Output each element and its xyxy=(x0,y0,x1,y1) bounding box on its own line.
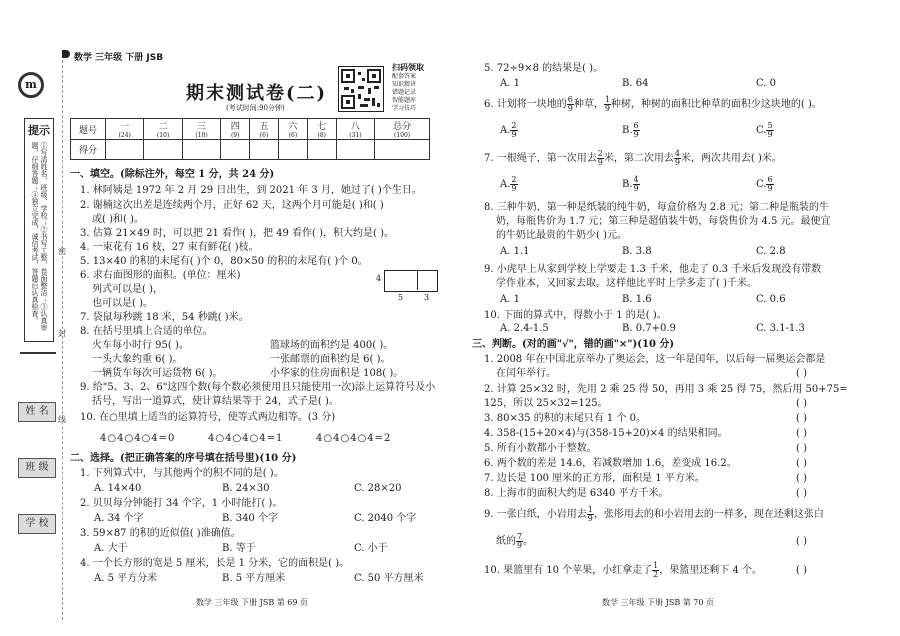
option: C. 2.8 xyxy=(756,246,786,257)
school-label: 学 校 xyxy=(18,514,56,534)
score-col-name: 六 xyxy=(288,122,298,132)
denominator: 9 xyxy=(511,184,517,193)
question-text: 纸的 xyxy=(496,536,516,547)
qr-item: 错题记录 xyxy=(392,89,417,96)
section-1-title: 一、填空。(除标注外，每空 1 分，共 24 分) xyxy=(70,169,275,180)
score-cell[interactable] xyxy=(250,140,279,160)
question-text: 。 xyxy=(523,536,534,547)
option xyxy=(756,176,774,193)
score-cell[interactable] xyxy=(278,140,307,160)
score-col-points: (6) xyxy=(259,132,269,139)
option: A. 2.4-1.5 xyxy=(500,323,549,334)
numerator: 1 xyxy=(653,561,659,570)
score-cell[interactable] xyxy=(307,140,336,160)
option: C. 0 xyxy=(756,78,777,89)
numerator: 2 xyxy=(511,175,517,184)
question-cont: 的牛奶比最贵的牛奶少( )元。 xyxy=(496,230,627,241)
fraction xyxy=(674,150,681,167)
numerator: 2 xyxy=(511,121,517,130)
question: 4. 一个长方形的宽是 5 厘米，长是 1 分米，它的面积是( )。 xyxy=(80,558,350,569)
score-cell[interactable] xyxy=(375,140,430,160)
question: 9. 小虎早上从家到学校上学要走 1.3 千米，他走了 0.3 千米后发现没有带数 xyxy=(484,264,822,275)
score-col-name: 二 xyxy=(158,122,168,132)
answer-paren[interactable]: ( ) xyxy=(796,473,807,484)
question-text: 米，两次共用去( )米。 xyxy=(680,153,782,164)
score-col-7 xyxy=(307,119,336,140)
question-item: 一头大象约重 6( )。 xyxy=(92,354,183,365)
qr-items xyxy=(392,73,416,113)
option: A. 34 个字 xyxy=(94,513,144,524)
fold-line xyxy=(62,60,63,620)
denominator: 9 xyxy=(633,130,639,139)
question-text: ，果篮里还剩下 4 个。 xyxy=(659,565,762,576)
denominator: 2 xyxy=(653,570,659,579)
question xyxy=(484,150,782,167)
score-col-1 xyxy=(106,119,144,140)
logo-icon: m xyxy=(18,72,44,98)
score-col-6 xyxy=(278,119,307,140)
option-label: A. xyxy=(500,125,511,136)
option-label: B. xyxy=(622,125,633,136)
question-cont: 或( )和( )。 xyxy=(92,214,144,225)
page-title: 期末测试卷(二) xyxy=(186,83,328,104)
answer-paren[interactable]: ( ) xyxy=(796,458,807,469)
score-cell[interactable] xyxy=(182,140,220,160)
equation: 4○4○4○4=1 xyxy=(208,433,284,444)
option xyxy=(500,122,518,139)
question: 2. 计算 25×32 时，先用 2 乘 25 得 50，再用 3 乘 25 得 75，然后用 50+75= xyxy=(484,384,848,395)
tip-title: 提示 xyxy=(28,124,50,137)
question: 3. 估算 21×49 时，可以把 21 看作( )，把 49 看作( )，积大约是( )。 xyxy=(80,228,395,239)
question: 5. 72÷9×8 的结果是( )。 xyxy=(484,63,604,74)
question: 8. 三种牛奶，第一种是纸装的纯牛奶，每盒价格为 2.8 元；第二种是瓶装的牛 xyxy=(484,202,829,213)
question-cont: 也可以是( )。 xyxy=(92,298,153,309)
question: 10. 在○里填上适当的运算符号，使等式两边相等。(3 分) xyxy=(80,412,336,423)
fraction xyxy=(510,176,517,193)
option: B. 3.8 xyxy=(622,246,652,257)
question-item: 一张邮票的面积约是 6( )。 xyxy=(270,354,391,365)
question: 8. 上海市的面积大约是 6340 平方千米。 xyxy=(484,488,669,499)
question-cont: 在闰年举行。 xyxy=(496,368,556,379)
option: A. 1.1 xyxy=(500,246,530,257)
denominator: 9 xyxy=(604,104,610,113)
numerator: 4 xyxy=(674,149,680,158)
question: 1. 2008 年在中国北京举办了奥运会，这一年是闰年，以后每一届奥运会都是 xyxy=(484,354,826,365)
score-col-name: 三 xyxy=(197,122,207,132)
option: C. 0.6 xyxy=(756,294,786,305)
option xyxy=(756,122,774,139)
question-item: 一辆货车每次可运货物 6( )。 xyxy=(92,368,223,379)
denominator: 9 xyxy=(567,104,573,113)
question: 10. 下面的算式中，得数小于 1 的是( )。 xyxy=(484,310,667,321)
answer-paren[interactable]: ( ) xyxy=(796,565,807,576)
question-cont: 学作业本，又回家去取。这样他比平时上学多走了( )千米。 xyxy=(496,278,757,289)
answer-paren[interactable]: ( ) xyxy=(796,443,807,454)
question-text: 米，第二次用去 xyxy=(603,153,674,164)
option-label: C. xyxy=(756,179,767,190)
scroll-bar-decoration xyxy=(20,352,56,354)
qr-item: 智能题库 xyxy=(392,97,417,104)
class-label: 班 级 xyxy=(18,458,56,478)
denominator: 9 xyxy=(511,130,517,139)
score-col-8 xyxy=(336,119,374,140)
numerator: 2 xyxy=(597,149,603,158)
figure-rect xyxy=(384,270,438,292)
equation: 4○4○4○4=2 xyxy=(316,433,392,444)
question: 3. 80×35 的积的末尾只有 1 个 0。 xyxy=(484,413,646,424)
score-cell[interactable] xyxy=(336,140,374,160)
answer-paren[interactable]: ( ) xyxy=(796,398,807,409)
qr-item: 学习技巧 xyxy=(392,105,417,112)
denominator: 9 xyxy=(633,184,639,193)
option: A. 大于 xyxy=(94,543,128,554)
question: 6. 求右面图形的面积。(单位：厘米) xyxy=(80,270,241,281)
option: C. 50 平方厘米 xyxy=(354,573,424,584)
score-col-4 xyxy=(221,119,250,140)
score-col-3 xyxy=(182,119,220,140)
numerator: 6 xyxy=(567,95,573,104)
score-col-points: (9) xyxy=(230,132,240,139)
option: C. 小于 xyxy=(354,543,388,554)
question-cont: 奶，每瓶售价为 1.7 元；第三种是超值装牛奶，每袋售价为 4.5 元。最便宜 xyxy=(496,216,831,227)
qr-code-icon xyxy=(338,66,384,112)
page-footer-right: 数学 三年级 下册 JSB 第 70 页 xyxy=(602,598,715,607)
numerator: 6 xyxy=(633,121,639,130)
fold-label-3: 线 xyxy=(58,415,66,424)
denominator: 9 xyxy=(597,158,603,167)
numerator: 7 xyxy=(517,532,523,541)
option: A. 14×40 xyxy=(94,483,142,494)
question: 5. 13×40 的积的末尾有( )个 0，80×50 的积的末尾有( )个 0。 xyxy=(80,256,368,267)
question-item: 篮球场的面积约是 400( )。 xyxy=(270,340,394,351)
option: B. 1.6 xyxy=(622,294,652,305)
question-text: 10. 果篮里有 10 个苹果，小红拿走了 xyxy=(484,565,653,576)
score-col-points: (10) xyxy=(195,132,208,139)
qr-item: 知识精讲 xyxy=(392,81,417,88)
header-tag: 数学 三年级 下册 JSB xyxy=(74,53,164,63)
score-col-points: (8) xyxy=(317,132,327,139)
fold-label-2: 封 xyxy=(58,329,66,338)
question-cont: 括号，写出一道算式，使计算结果等于 24，式子是( )。 xyxy=(92,396,339,407)
question: 8. 在括号里填上合适的单位。 xyxy=(80,326,213,337)
question-item: 小华家的住房面积是 108( )。 xyxy=(270,368,404,379)
score-col-name: 一 xyxy=(120,122,130,132)
section-2-title: 二、选择。(把正确答案的序号填在括号里)(10 分) xyxy=(70,453,297,464)
denominator: 9 xyxy=(767,184,773,193)
question-cont: 列式可以是( )， xyxy=(92,284,163,295)
fold-label-1: 密 xyxy=(58,247,66,256)
score-col-points: (31) xyxy=(349,132,362,139)
fraction xyxy=(597,150,604,167)
question-cont xyxy=(496,533,533,550)
numerator: 6 xyxy=(767,175,773,184)
tip-box xyxy=(24,118,54,342)
question: 6. 两个数的差是 14.6，若减数增加 1.6，差变成 16.2。 xyxy=(484,458,737,469)
question xyxy=(484,506,824,523)
numerator: 1 xyxy=(604,95,610,104)
denominator: 9 xyxy=(674,158,680,167)
score-col-5 xyxy=(250,119,279,140)
figure-height-label: 4 xyxy=(376,274,382,283)
numerator: 1 xyxy=(587,505,593,514)
qr-item: 配套答案 xyxy=(392,73,417,80)
qr-title: 扫码领取 xyxy=(392,62,424,72)
section-3-title: 三、判断。(对的画"√"，错的画"×")(10 分) xyxy=(472,339,675,350)
score-header-label: 题号 xyxy=(71,119,106,140)
question: 5. 所有小数都小于整数。 xyxy=(484,443,597,454)
score-col-points: (100) xyxy=(393,132,411,139)
fraction xyxy=(587,506,594,523)
numerator: 5 xyxy=(767,121,773,130)
question-text: 9. 一张白纸，小岩用去 xyxy=(484,509,587,520)
option-label: B. xyxy=(622,179,633,190)
question-text: 种树，种树的面积比种草的面积少这块地的( )。 xyxy=(610,99,822,110)
question-item: 火车每小时行 95( )。 xyxy=(92,340,189,351)
score-col-points: (10) xyxy=(156,132,170,139)
option: A. 1 xyxy=(500,294,520,305)
answer-paren[interactable]: ( ) xyxy=(796,368,807,379)
fraction xyxy=(766,176,773,193)
page-footer-left: 数学 三年级 下册 JSB 第 69 页 xyxy=(196,598,309,607)
fraction xyxy=(567,96,574,113)
question-text: 7. 一根绳子，第一次用去 xyxy=(484,153,597,164)
score-col-name: 五 xyxy=(259,122,269,132)
option: B. 等于 xyxy=(222,543,256,554)
option-label: A. xyxy=(500,179,511,190)
option: B. 24×30 xyxy=(222,483,270,494)
question: 2. 贝贝每分钟能打 34 个字，1 小时能打( )。 xyxy=(80,498,283,509)
option: C. 3.1-1.3 xyxy=(756,323,805,334)
denominator: 9 xyxy=(587,514,593,523)
question-text: ，张彤用去的和小岩用去的一样多，现在还剩这张白 xyxy=(593,509,824,520)
question: 1. 林阿姨是 1972 年 2 月 29 日出生，到 2021 年 3 月，她过了( )个生日。 xyxy=(80,185,422,196)
question-text: 6. 计划将一块地的 xyxy=(484,99,567,110)
score-col-points: (6) xyxy=(288,132,298,139)
question xyxy=(484,96,822,113)
figure-width-label-2: 3 xyxy=(424,293,430,302)
figure-divider xyxy=(417,270,418,290)
score-col-points: (24) xyxy=(118,132,131,139)
score-row-label: 得分 xyxy=(71,140,106,160)
score-col-2 xyxy=(144,119,182,140)
score-cell[interactable] xyxy=(221,140,250,160)
denominator: 9 xyxy=(767,130,773,139)
option: B. 5 平方厘米 xyxy=(222,573,286,584)
score-col-total xyxy=(375,119,430,140)
tip-text: ①写清姓名、班级、学校；②书写工整，卷面整洁；③认真审题，仔细答题；④独立完成，诚信考试，答题后认真检查。 xyxy=(31,142,48,331)
header-marker-icon xyxy=(62,50,70,58)
option: A. 5 平方分米 xyxy=(94,573,158,584)
option: B. 0.7+0.9 xyxy=(622,323,676,334)
question: 4. 358-(15+20×4)与(358-15+20)×4 的结果相同。 xyxy=(484,428,728,439)
answer-paren[interactable]: ( ) xyxy=(796,428,807,439)
score-cell[interactable] xyxy=(144,140,182,160)
option: B. 64 xyxy=(622,78,649,89)
question: 4. 一束花有 16 枝，27 束有鲜花( )枝。 xyxy=(80,242,259,253)
option xyxy=(622,122,640,139)
question-cont: 125，所以 25×32=125。 xyxy=(484,398,608,409)
question-text: 种草， xyxy=(573,99,604,110)
question xyxy=(484,562,762,579)
answer-paren[interactable]: ( ) xyxy=(796,488,807,499)
name-label: 姓 名 xyxy=(18,402,56,422)
option xyxy=(500,176,518,193)
score-col-name: 四 xyxy=(230,122,240,132)
score-table xyxy=(70,118,430,160)
numerator: 4 xyxy=(633,175,639,184)
question: 2. 谢楠这次出差是连续两个月，正好 62 天，这两个月可能是( )和( ) xyxy=(80,200,384,211)
option xyxy=(622,176,640,193)
equation: 4○4○4○4=0 xyxy=(100,433,176,444)
exam-time: (考试时间:90分钟) xyxy=(226,104,285,112)
score-col-name: 总分 xyxy=(393,122,412,132)
option: C. 28×20 xyxy=(354,483,402,494)
question: 9. 给"5、3、2、6"这四个数(每个数必须使用且只能使用一次)添上运算符号及小 xyxy=(80,382,436,393)
question: 7. 边长是 100 厘米的正方形，面积是 1 平方米。 xyxy=(484,473,705,484)
score-col-name: 七 xyxy=(317,122,327,132)
option: C. 2040 个字 xyxy=(354,513,417,524)
denominator: 9 xyxy=(517,541,523,550)
option-label: C. xyxy=(756,125,767,136)
question: 7. 袋鼠每秒跳 18 米，54 秒跳( )米。 xyxy=(80,312,249,323)
fraction xyxy=(633,122,640,139)
fraction xyxy=(510,122,517,139)
answer-paren[interactable]: ( ) xyxy=(796,536,807,547)
fraction xyxy=(766,122,773,139)
fraction xyxy=(633,176,640,193)
option: B. 340 个字 xyxy=(222,513,278,524)
option: A. 1 xyxy=(500,78,520,89)
question: 3. 59×87 的积的近似值( )准确值。 xyxy=(80,528,241,539)
figure-width-label-1: 5 xyxy=(398,293,404,302)
answer-paren[interactable]: ( ) xyxy=(796,413,807,424)
score-cell[interactable] xyxy=(106,140,144,160)
fraction xyxy=(604,96,611,113)
score-col-name: 八 xyxy=(350,122,360,132)
question: 1. 下列算式中，与其他两个的积不同的是( )。 xyxy=(80,468,284,479)
